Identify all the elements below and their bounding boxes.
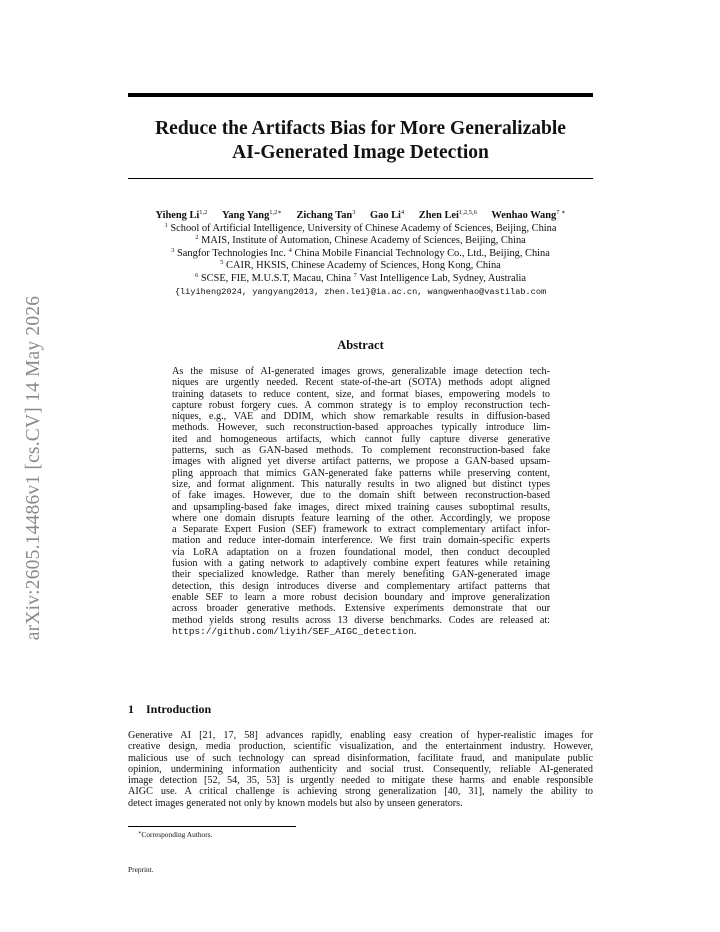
author-names — [120, 210, 601, 223]
intro-line: detect images generated not only by known models but also by unseen generators. — [128, 797, 463, 809]
section-title: Introduction — [146, 702, 212, 716]
intro-line: creative design, media production, scientific visualization, and the entertainment industry. However, — [128, 741, 593, 753]
section-heading — [128, 702, 211, 717]
title-bottom-rule — [128, 178, 593, 179]
abstract-line: detection, this design introduces diverse and complementary artifact patterns that — [172, 580, 550, 592]
intro-line: Generative AI [21, 17, 58] advances rapidly, enabling easy creation of hyper-realistic images for — [128, 730, 593, 741]
preprint-label: Preprint. — [128, 865, 154, 874]
affiliation: $^5$ CAIR, HKSIS, Chinese Academy of Sciences, Hong Kong, China — [220, 259, 501, 272]
abstract-line: niques, e.g., VAE and DDIM, which show remarkable results in diffusion-based — [172, 411, 550, 423]
intro-line: image detection [52, 54, 35, 53] is urgently needed to mitigate these harms and enable responsible — [128, 775, 593, 787]
abstract-line: their specialized knowledge. Rather than merely benefiting GAN-generated image — [172, 569, 550, 581]
abstract-line: via LoRA adaptation on a frozen foundational model, then conduct decoupled — [172, 546, 550, 558]
author-sup: 7 ∗ — [556, 209, 566, 216]
abstract-line: pling approach that mimics GAN-generated fake patterns while preserving content, — [172, 467, 550, 479]
title-top-rule — [128, 93, 593, 97]
abstract-line: niques are urgently needed. Recent state-of-the-art (SOTA) methods adopt aligned — [172, 377, 550, 389]
author-sup: 1,2 — [199, 209, 208, 216]
code-link[interactable]: https://github.com/liyih/SEF_AIGC_detection — [172, 625, 414, 637]
author-name: Gao Li — [370, 210, 401, 221]
author-sup: 3 — [352, 209, 356, 216]
author-sup: 4 — [400, 209, 405, 216]
abstract-line: ited and homogeneous artifacts, which cannot fully capture diverse generative — [172, 433, 550, 445]
abstract-line: size, and format alignment. This naturally results in two aligned but distinct types — [172, 478, 550, 490]
intro-paragraph — [128, 730, 593, 809]
affiliation: $^2$ MAIS, Institute of Automation, Chinese Academy of Sciences, Beijing, China — [195, 234, 526, 247]
author-block — [120, 210, 601, 298]
abstract-line: mation and reduce inter-domain interference. We first train domain-specific experts — [172, 535, 550, 547]
author-name: Yiheng Li — [155, 210, 200, 221]
abstract-line: a Separate Expert Fusion (SEF) framework to extract complementary artifact infor- — [172, 524, 550, 536]
footnote: ∗Corresponding Authors. — [138, 830, 213, 839]
abstract-line: As the misuse of AI-generated images grows, generalizable image detection tech- — [172, 366, 550, 377]
abstract-line: of fake images. However, due to the domain shift between reconstruction-based — [172, 490, 550, 502]
title-line: AI-Generated Image Detection — [232, 142, 489, 163]
footnote-rule — [128, 826, 296, 827]
abstract-line: and upsampling-based fake images, direct mixed training causes suboptimal results, — [172, 501, 550, 513]
section-number: 1 — [128, 702, 134, 716]
abstract-line: training datasets to reduce content, size, and format biases, empowering models to — [172, 388, 550, 400]
abstract-line: images with aligned yet diverse artifact patterns, we propose a GAN-based upsam- — [172, 456, 550, 468]
affiliation: $^3$ Sangfor Technologies Inc. $^4$ China Mobile Financial Technology Co., Ltd., Beijing, China — [171, 246, 550, 259]
author — [296, 210, 355, 221]
intro-line: AIGC use. A critical challenge is achieving strong generalization [40, 31], namely the ability to — [128, 786, 593, 798]
abstract-line: where one domain disrupts feature learning of the other. Accordingly, we propose — [172, 512, 550, 524]
author-sup: 1,2∗ — [269, 209, 282, 216]
paper-title — [128, 117, 593, 165]
intro-line: malicious use of such technology can spread disinformation, facilitate fraud, and manipulate public — [128, 752, 593, 764]
author-emails: {liyiheng2024, yangyang2013, zhen.lei}@ia.ac.cn, wangwenhao@vastilab.com — [174, 286, 547, 297]
author — [370, 210, 404, 221]
author-name: Zichang Tan — [296, 210, 353, 221]
author-sup: 1,2,5,6 — [458, 209, 477, 216]
author-name: Wenhao Wang — [491, 210, 557, 221]
abstract-line: enable SEF to learn a more robust decision boundary and improve generalization — [172, 591, 550, 603]
abstract-url-line: https://github.com/liyih/SEF_AIGC_detection. — [172, 625, 417, 637]
intro-line: opinion, undermining information authenticity and social trust. Consequently, reliable AI-generated — [128, 763, 593, 775]
abstract-line: methods. However, such reconstruction-based approaches typically introduce lim- — [172, 422, 550, 434]
author-name: Zhen Lei — [418, 210, 459, 221]
author-name: Yang Yang — [222, 210, 270, 221]
author — [491, 210, 565, 221]
affiliation: $^6$ SCSE, FIE, M.U.S.T, Macau, China $^7$ Vast Intelligence Lab, Sydney, Australia — [194, 271, 526, 284]
affiliation: $^1$ School of Artificial Intelligence, University of Chinese Academy of Sciences, Beijing, China — [164, 221, 557, 234]
abstract-line: method yields strong results across 13 diverse benchmarks. Codes are released at: — [172, 614, 550, 626]
arxiv-stamp — [22, 258, 46, 678]
abstract-line: across broader generative methods. Extensive experiments demonstrate that our — [172, 603, 550, 615]
arxiv-stamp-text: arXiv:2605.14486v1 [cs.CV] 14 May 2026 — [23, 295, 44, 641]
author — [419, 210, 477, 221]
abstract-line: patterns, such as GAN-based methods. To complement reconstruction-based fake — [172, 445, 550, 457]
author — [222, 210, 282, 221]
abstract-body — [172, 366, 550, 637]
abstract-heading: Abstract — [337, 338, 384, 352]
abstract-line: fusion with a gating network to adaptively combine expert features while retaining — [172, 558, 550, 570]
author — [155, 210, 207, 221]
abstract-line: capture robust forgery cues. A common strategy is to employ reconstruction tech- — [172, 399, 550, 411]
title-line: Reduce the Artifacts Bias for More Generalizable — [155, 118, 566, 139]
